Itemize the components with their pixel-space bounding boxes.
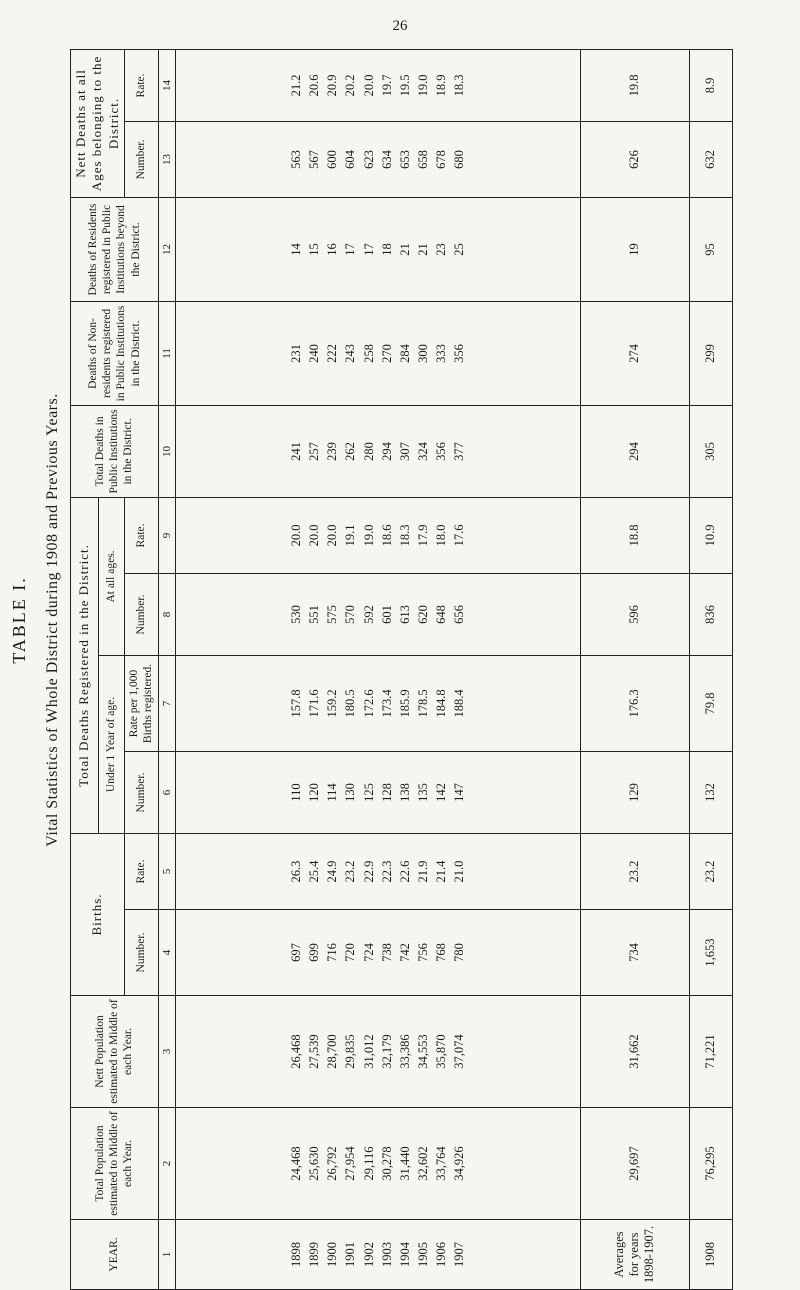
col-number-5: 5 — [158, 833, 175, 909]
births-rate-cell-line-1: 26.3 — [289, 860, 304, 883]
nett-number-cell-line-3: 600 — [325, 150, 340, 169]
col-number-6: 6 — [158, 751, 175, 833]
public-inst-cell-line-8: 324 — [415, 442, 430, 461]
under1-rate-cell-line-4: 180.5 — [343, 689, 358, 718]
avg-births-number: 734 — [580, 910, 689, 996]
header-allages-number: Number. — [124, 573, 158, 655]
col-number-8: 8 — [158, 573, 175, 655]
nett-number-cell-line-1: 563 — [289, 150, 304, 169]
pop-total-cell-line-8: 32,602 — [415, 1146, 430, 1181]
allages-number-cell-line-9: 648 — [434, 605, 449, 624]
under1-number-cell-line-4: 130 — [343, 783, 358, 802]
allages-rate-cell-line-2: 20.0 — [307, 524, 322, 547]
vital-statistics-table — [70, 50, 720, 1290]
births-rate-cell-line-3: 24.9 — [325, 860, 340, 883]
nett-rate-cell-line-9: 18.9 — [434, 74, 449, 97]
col-number-13: 13 — [158, 121, 175, 197]
residents-outside-cell — [175, 197, 580, 301]
under1-rate-cell — [175, 655, 580, 751]
avg-allages-number: 596 — [580, 573, 689, 655]
avg-births-rate: 23.2 — [580, 833, 689, 909]
public-inst-cell-line-5: 280 — [361, 442, 376, 461]
pop-nett-cell-line-6: 32,179 — [379, 1034, 394, 1069]
allages-number-cell-line-7: 613 — [397, 605, 412, 624]
allages-rate-cell-line-3: 20.0 — [325, 524, 340, 547]
allages-number-cell-line-8: 620 — [415, 605, 430, 624]
pop-total-cell-line-5: 29,116 — [361, 1146, 376, 1181]
header-nett-rate: Rate. — [124, 49, 158, 121]
pop-total-cell-line-9: 33,764 — [434, 1146, 449, 1181]
nett-rate-cell-line-1: 21.2 — [289, 74, 304, 97]
nett-rate-cell-line-8: 19.0 — [415, 74, 430, 97]
pop-total-cell-line-4: 27,954 — [343, 1146, 358, 1181]
years-cell-line-8: 1905 — [415, 1242, 430, 1267]
under1-rate-cell-line-3: 159.2 — [325, 689, 340, 718]
pop-nett-cell-line-9: 35,870 — [434, 1034, 449, 1069]
allages-number-cell-line-6: 601 — [379, 605, 394, 624]
residents-outside-cell-line-9: 23 — [434, 243, 449, 256]
col-number-3: 3 — [158, 996, 175, 1108]
non-residents-cell-line-9: 333 — [434, 344, 449, 363]
avg-under1-number: 129 — [580, 751, 689, 833]
births-number-cell-line-5: 724 — [361, 943, 376, 962]
under1-rate-cell-line-7: 185.9 — [397, 689, 412, 718]
header-total-deaths: Total Deaths Registered in the District. — [71, 497, 99, 833]
nett-number-cell-line-6: 634 — [379, 150, 394, 169]
nett-number-cell — [175, 121, 580, 197]
pop-total-cell — [175, 1108, 580, 1220]
public-inst-cell-line-1: 241 — [289, 442, 304, 461]
under1-rate-cell-line-5: 172.6 — [361, 689, 376, 718]
residents-outside-cell-line-5: 17 — [361, 243, 376, 256]
pop-nett-cell-line-10: 37,074 — [452, 1034, 467, 1069]
row-1908-allages-number: 836 — [689, 573, 733, 655]
residents-outside-cell-line-4: 17 — [343, 243, 358, 256]
row-1908-under1-rate: 79.8 — [689, 655, 733, 751]
under1-number-cell-line-7: 138 — [397, 783, 412, 802]
births-rate-cell-line-9: 21.4 — [434, 860, 449, 883]
births-rate-cell-line-4: 23.2 — [343, 860, 358, 883]
pop-nett-cell-line-3: 28,700 — [325, 1034, 340, 1069]
allages-rate-cell-line-7: 18.3 — [397, 524, 412, 547]
under1-number-cell-line-5: 125 — [361, 783, 376, 802]
header-pop-nett: Nett Population estimated to Middle of each Year. — [71, 996, 159, 1108]
avg-public-inst: 294 — [580, 405, 689, 497]
page-number: 26 — [392, 18, 408, 34]
residents-outside-cell-line-2: 15 — [307, 243, 322, 256]
births-number-cell-line-10: 780 — [452, 943, 467, 962]
pop-nett-cell-line-5: 31,012 — [361, 1034, 376, 1069]
nett-rate-cell-line-6: 19.7 — [379, 74, 394, 97]
pop-total-cell-line-7: 31,440 — [397, 1146, 412, 1181]
under1-rate-cell-line-8: 178.5 — [415, 689, 430, 718]
public-inst-cell-line-6: 294 — [379, 442, 394, 461]
years-cell-line-10: 1907 — [452, 1242, 467, 1267]
non-residents-cell — [175, 301, 580, 405]
pop-nett-cell — [175, 996, 580, 1108]
public-inst-cell-line-4: 262 — [343, 442, 358, 461]
under1-rate-cell-line-2: 171.6 — [307, 689, 322, 718]
allages-number-cell-line-2: 551 — [307, 605, 322, 624]
avg-residents-outside: 19 — [580, 197, 689, 301]
pop-nett-cell-line-7: 33,386 — [397, 1034, 412, 1069]
col-number-1: 1 — [158, 1220, 175, 1290]
births-rate-cell-line-7: 22.6 — [397, 860, 412, 883]
under1-number-cell-line-6: 128 — [379, 783, 394, 802]
births-number-cell-line-9: 768 — [434, 943, 449, 962]
header-under-1-year: Under 1 Year of age. — [99, 655, 125, 833]
allages-number-cell-line-5: 592 — [361, 605, 376, 624]
pop-total-cell-line-1: 24,468 — [289, 1146, 304, 1181]
allages-rate-cell-line-5: 19.0 — [361, 524, 376, 547]
births-number-cell-line-8: 756 — [415, 943, 430, 962]
col-number-14: 14 — [158, 49, 175, 121]
table-title-main: TABLE I. — [9, 576, 29, 664]
births-number-cell-line-6: 738 — [379, 943, 394, 962]
under1-number-cell-line-2: 120 — [307, 783, 322, 802]
under1-rate-cell-line-6: 173.4 — [379, 689, 394, 718]
table-title — [10, 190, 70, 1050]
row-1908-pop-nett: 71,221 — [689, 996, 733, 1108]
nett-rate-cell-line-4: 20.2 — [343, 74, 358, 97]
header-births-number: Number. — [124, 910, 158, 996]
pop-nett-cell-line-1: 26,468 — [289, 1034, 304, 1069]
years-cell-line-4: 1901 — [343, 1242, 358, 1267]
public-inst-cell-line-10: 377 — [452, 442, 467, 461]
years-cell-line-1: 1898 — [289, 1242, 304, 1267]
allages-rate-cell-line-1: 20.0 — [289, 524, 304, 547]
avg-pop-nett: 31,662 — [580, 996, 689, 1108]
births-number-cell-line-7: 742 — [397, 943, 412, 962]
years-cell-line-3: 1900 — [325, 1242, 340, 1267]
public-inst-cell-line-2: 257 — [307, 442, 322, 461]
non-residents-cell-line-5: 258 — [361, 344, 376, 363]
pop-total-cell-line-2: 25,630 — [307, 1146, 322, 1181]
allages-rate-cell-line-6: 18.6 — [379, 524, 394, 547]
non-residents-cell-line-3: 222 — [325, 344, 340, 363]
allages-rate-cell-line-9: 18.0 — [434, 524, 449, 547]
allages-number-cell-line-4: 570 — [343, 605, 358, 624]
col-number-7: 7 — [158, 655, 175, 751]
header-births-rate: Rate. — [124, 833, 158, 909]
births-number-cell — [175, 910, 580, 996]
under1-rate-cell-line-9: 184.8 — [434, 689, 449, 718]
header-births: Births. — [71, 833, 125, 995]
nett-number-cell-line-5: 623 — [361, 150, 376, 169]
births-rate-cell — [175, 833, 580, 909]
header-nett-number: Number. — [124, 121, 158, 197]
col-number-4: 4 — [158, 910, 175, 996]
allages-number-cell-line-10: 656 — [452, 605, 467, 624]
residents-outside-cell-line-8: 21 — [415, 243, 430, 256]
nett-number-cell-line-10: 680 — [452, 150, 467, 169]
nett-rate-cell — [175, 49, 580, 121]
row-1908-public-inst: 305 — [689, 405, 733, 497]
years-cell-line-7: 1904 — [397, 1242, 412, 1267]
allages-rate-cell — [175, 497, 580, 573]
pop-nett-cell-line-2: 27,539 — [307, 1034, 322, 1069]
avg-nett-rate: 19.8 — [580, 49, 689, 121]
allages-number-cell-line-1: 530 — [289, 605, 304, 624]
header-under1-number: Number. — [124, 751, 158, 833]
residents-outside-cell-line-6: 18 — [379, 243, 394, 256]
avg-pop-total: 29,697 — [580, 1108, 689, 1220]
years-cell — [175, 1220, 580, 1290]
nett-number-cell-line-8: 658 — [415, 150, 430, 169]
row-1908-year: 1908 — [689, 1220, 733, 1290]
years-cell-line-9: 1906 — [434, 1242, 449, 1267]
non-residents-cell-line-7: 284 — [397, 344, 412, 363]
table-title-sub: Vital Statistics of Whole District during 1908 and Previous Years. — [43, 393, 61, 847]
nett-rate-cell-line-2: 20.6 — [307, 74, 322, 97]
nett-number-cell-line-9: 678 — [434, 150, 449, 169]
nett-rate-cell-line-7: 19.5 — [397, 74, 412, 97]
births-rate-cell-line-6: 22.3 — [379, 860, 394, 883]
births-rate-cell-line-2: 25.4 — [307, 860, 322, 883]
years-cell-line-5: 1902 — [361, 1242, 376, 1267]
header-year: YEAR. — [71, 1220, 159, 1290]
residents-outside-cell-line-7: 21 — [397, 243, 412, 256]
non-residents-cell-line-2: 240 — [307, 344, 322, 363]
row-1908-allages-rate: 10.9 — [689, 497, 733, 573]
allages-number-cell — [175, 573, 580, 655]
years-cell-line-6: 1903 — [379, 1242, 394, 1267]
avg-under1-rate: 176.3 — [580, 655, 689, 751]
under1-rate-cell-line-10: 188.4 — [452, 689, 467, 718]
header-allages-rate: Rate. — [124, 497, 158, 573]
row-1908-residents-outside: 95 — [689, 197, 733, 301]
under1-rate-cell-line-1: 157.8 — [289, 689, 304, 718]
header-all-ages: At all ages. — [99, 497, 125, 655]
under1-number-cell-line-8: 135 — [415, 783, 430, 802]
non-residents-cell-line-8: 300 — [415, 344, 430, 363]
row-1908-pop-total: 76,295 — [689, 1108, 733, 1220]
header-pop-total: Total Population estimated to Middle of each Year. — [71, 1108, 159, 1220]
non-residents-cell-line-10: 356 — [452, 344, 467, 363]
public-inst-cell-line-9: 356 — [434, 442, 449, 461]
col-number-9: 9 — [158, 497, 175, 573]
allages-rate-cell-line-10: 17.6 — [452, 524, 467, 547]
row-1908-nett-rate: 8.9 — [689, 49, 733, 121]
births-rate-cell-line-5: 22.9 — [361, 860, 376, 883]
pop-total-cell-line-10: 34,926 — [452, 1146, 467, 1181]
nett-rate-cell-line-5: 20.0 — [361, 74, 376, 97]
under1-number-cell-line-9: 142 — [434, 783, 449, 802]
residents-outside-cell-line-1: 14 — [289, 243, 304, 256]
allages-number-cell-line-3: 575 — [325, 605, 340, 624]
header-residents-outside: Deaths of Residents registered in Public Institutions beyond the District. — [71, 197, 159, 301]
row-1908-non-residents: 299 — [689, 301, 733, 405]
col-number-10: 10 — [158, 405, 175, 497]
nett-rate-cell-line-3: 20.9 — [325, 74, 340, 97]
allages-rate-cell-line-4: 19.1 — [343, 524, 358, 547]
non-residents-cell-line-6: 270 — [379, 344, 394, 363]
non-residents-cell-line-4: 243 — [343, 344, 358, 363]
row-1908-under1-number: 132 — [689, 751, 733, 833]
years-cell-line-2: 1899 — [307, 1242, 322, 1267]
residents-outside-cell-line-10: 25 — [452, 243, 467, 256]
allages-rate-cell-line-8: 17.9 — [415, 524, 430, 547]
avg-non-residents: 274 — [580, 301, 689, 405]
header-nett-deaths: Nett Deaths at all Ages belonging to the District. — [71, 49, 125, 197]
pop-nett-cell-line-8: 34,553 — [415, 1034, 430, 1069]
non-residents-cell-line-1: 231 — [289, 344, 304, 363]
header-non-residents: Deaths of Non-residents registered in Public Institutions in the District. — [71, 301, 159, 405]
births-rate-cell-line-8: 21.9 — [415, 860, 430, 883]
header-public-institutions: Total Deaths in Public Institutions in the District. — [71, 405, 159, 497]
row-1908-births-number: 1,653 — [689, 910, 733, 996]
col-number-12: 12 — [158, 197, 175, 301]
births-number-cell-line-4: 720 — [343, 943, 358, 962]
nett-number-cell-line-7: 653 — [397, 150, 412, 169]
public-inst-cell — [175, 405, 580, 497]
under1-number-cell-line-10: 147 — [452, 783, 467, 802]
public-inst-cell-line-7: 307 — [397, 442, 412, 461]
under1-number-cell — [175, 751, 580, 833]
residents-outside-cell-line-3: 16 — [325, 243, 340, 256]
nett-number-cell-line-2: 567 — [307, 150, 322, 169]
births-number-cell-line-3: 716 — [325, 943, 340, 962]
births-number-cell-line-2: 699 — [307, 943, 322, 962]
nett-number-cell-line-4: 604 — [343, 150, 358, 169]
col-number-11: 11 — [158, 301, 175, 405]
col-number-2: 2 — [158, 1108, 175, 1220]
row-1908-births-rate: 23.2 — [689, 833, 733, 909]
births-number-cell-line-1: 697 — [289, 943, 304, 962]
avg-nett-number: 626 — [580, 121, 689, 197]
header-under1-rate: Rate per 1,000 Births registered. — [124, 655, 158, 751]
public-inst-cell-line-3: 239 — [325, 442, 340, 461]
avg-allages-rate: 18.8 — [580, 497, 689, 573]
under1-number-cell-line-3: 114 — [325, 783, 340, 802]
nett-rate-cell-line-10: 18.3 — [452, 74, 467, 97]
row-1908-nett-number: 632 — [689, 121, 733, 197]
pop-total-cell-line-6: 30,278 — [379, 1146, 394, 1181]
under1-number-cell-line-1: 110 — [289, 783, 304, 802]
pop-total-cell-line-3: 26,792 — [325, 1146, 340, 1181]
pop-nett-cell-line-4: 29,835 — [343, 1034, 358, 1069]
averages-label: Averages for years 1898-1907. — [580, 1220, 689, 1290]
births-rate-cell-line-10: 21.0 — [452, 860, 467, 883]
